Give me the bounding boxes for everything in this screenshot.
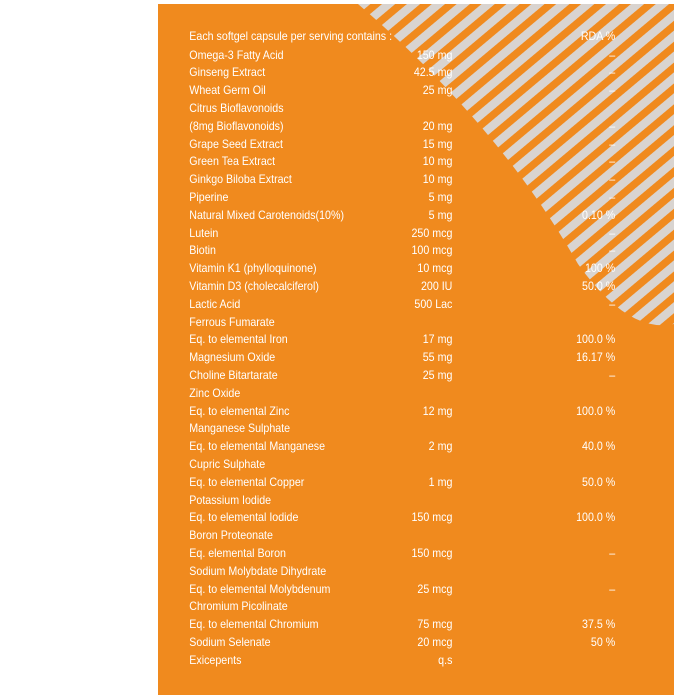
ingredient-row (158, 47, 633, 65)
ingredient-rda: – (609, 173, 616, 187)
ingredient-rda: – (609, 244, 616, 258)
ingredient-rda: 50.0 % (582, 279, 616, 293)
ingredient-rda: 100.0 % (576, 404, 616, 418)
ingredient-amount: 2 mg (428, 440, 453, 454)
ingredient-name: Eq. elemental Boron (189, 546, 286, 560)
ingredient-name: Exicepents (189, 653, 242, 667)
ingredient-rda: – (609, 84, 616, 98)
ingredient-row (158, 136, 633, 154)
ingredient-row (158, 438, 633, 456)
ingredient-amount: 5 mg (428, 208, 453, 222)
ingredient-name: (8mg Bioflavonoids) (189, 119, 284, 133)
ingredient-amount: q.s (438, 653, 453, 667)
ingredient-amount: 20 mg (422, 119, 453, 133)
ingredient-rda: 50 % (590, 635, 616, 649)
ingredient-amount: 150 mcg (411, 546, 453, 560)
ingredient-row (158, 118, 633, 136)
ingredient-row (158, 171, 633, 189)
ingredient-amount: 1 mg (428, 475, 453, 489)
ingredient-rda: 16.17 % (576, 351, 616, 365)
ingredient-rda: – (609, 119, 616, 133)
ingredient-name: Choline Bitartarate (189, 368, 278, 382)
ingredient-row (158, 581, 633, 599)
ingredient-rda: – (609, 582, 616, 596)
ingredient-row (158, 456, 633, 474)
ingredient-name: Manganese Sulphate (189, 422, 291, 436)
ingredient-row (158, 420, 633, 438)
ingredient-row (158, 314, 633, 332)
ingredient-row (158, 242, 633, 260)
ingredient-name: Cupric Sulphate (189, 457, 266, 471)
ingredient-row (158, 492, 633, 510)
header-row (158, 28, 633, 46)
ingredient-name: Piperine (189, 190, 229, 204)
ingredient-name: Grape Seed Extract (189, 137, 283, 151)
ingredient-name: Sodium Selenate (189, 635, 271, 649)
ingredient-amount: 10 mcg (417, 262, 453, 276)
ingredient-rda: – (609, 297, 616, 311)
ingredient-amount: 150 mg (416, 48, 453, 62)
ingredient-amount: 15 mg (422, 137, 453, 151)
ingredient-name: Magnesium Oxide (189, 351, 276, 365)
ingredient-name: Boron Proteonate (189, 529, 273, 543)
ingredient-name: Eq. to elemental Iodide (189, 511, 299, 525)
ingredient-amount: 20 mcg (417, 635, 453, 649)
ingredient-name: Ginkgo Biloba Extract (189, 173, 292, 187)
ingredient-row (158, 634, 633, 652)
ingredient-amount: 12 mg (422, 404, 453, 418)
ingredient-rda: 100.0 % (576, 333, 616, 347)
ingredient-name: Natural Mixed Carotenoids(10%) (189, 208, 345, 222)
ingredient-amount: 10 mg (422, 155, 453, 169)
ingredient-name: Eq. to elemental Iron (189, 333, 288, 347)
ingredient-row (158, 545, 633, 563)
ingredient-row (158, 82, 633, 100)
label-panel (158, 4, 674, 695)
ingredient-rda: 100 % (584, 262, 616, 276)
ingredient-amount: 25 mg (422, 368, 453, 382)
ingredient-row (158, 260, 633, 278)
ingredient-row (158, 652, 633, 670)
ingredient-amount: 42.5 mg (413, 66, 453, 80)
ingredient-name: Lactic Acid (189, 297, 241, 311)
ingredient-name: Lutein (189, 226, 219, 240)
ingredient-rda: 37.5 % (582, 618, 616, 632)
ingredient-name: Eq. to elemental Chromium (189, 618, 319, 632)
intro-text: Each softgel capsule per serving contains : (189, 30, 393, 43)
ingredient-row (158, 403, 633, 421)
ingredient-amount: 55 mg (422, 351, 453, 365)
ingredient-name: Wheat Germ Oil (189, 84, 266, 98)
ingredient-row (158, 331, 633, 349)
ingredient-rda: – (609, 66, 616, 80)
ingredient-rda: – (609, 226, 616, 240)
ingredient-amount: 200 IU (420, 279, 453, 293)
rda-header: RDA % (580, 30, 616, 43)
ingredient-rda: – (609, 190, 616, 204)
ingredient-name: Biotin (189, 244, 216, 258)
ingredient-row (158, 474, 633, 492)
ingredient-rda: 40.0 % (582, 440, 616, 454)
ingredient-row (158, 349, 633, 367)
ingredient-row (158, 207, 633, 225)
ingredient-name: Ferrous Fumarate (189, 315, 275, 329)
ingredient-rda: 50.0 % (582, 475, 616, 489)
ingredient-row (158, 64, 633, 82)
ingredient-name: Vitamin D3 (cholecalciferol) (189, 279, 319, 293)
ingredient-amount: 5 mg (428, 190, 453, 204)
ingredient-name: Eq. to elemental Manganese (189, 440, 326, 454)
ingredient-row (158, 100, 633, 118)
ingredient-name: Potassium Iodide (189, 493, 272, 507)
ingredient-row (158, 225, 633, 243)
ingredient-row (158, 189, 633, 207)
ingredient-name: Sodium Molybdate Dihydrate (189, 564, 327, 578)
ingredient-amount: 17 mg (422, 333, 453, 347)
ingredient-amount: 250 mcg (411, 226, 453, 240)
ingredient-row (158, 527, 633, 545)
ingredients-table (158, 4, 674, 695)
ingredient-amount: 25 mcg (417, 582, 453, 596)
ingredient-rda: 100.0 % (576, 511, 616, 525)
ingredient-amount: 25 mg (422, 84, 453, 98)
ingredient-name: Ginseng Extract (189, 66, 266, 80)
ingredient-amount: 75 mcg (417, 618, 453, 632)
ingredient-row (158, 367, 633, 385)
ingredient-row (158, 616, 633, 634)
ingredient-rda: – (609, 137, 616, 151)
ingredient-name: Zinc Oxide (189, 386, 241, 400)
ingredient-row (158, 509, 633, 527)
ingredient-row (158, 598, 633, 616)
ingredient-name: Vitamin K1 (phylloquinone) (189, 262, 317, 276)
ingredient-name: Citrus Bioflavonoids (189, 101, 284, 115)
ingredient-rda: 0.10 % (582, 208, 616, 222)
ingredient-name: Omega-3 Fatty Acid (189, 48, 284, 62)
ingredient-name: Eq. to elemental Molybdenum (189, 582, 331, 596)
ingredient-rda: – (609, 48, 616, 62)
ingredient-rda: – (609, 546, 616, 560)
ingredient-name: Eq. to elemental Copper (189, 475, 305, 489)
ingredient-amount: 100 mcg (411, 244, 453, 258)
ingredient-amount: 10 mg (422, 173, 453, 187)
ingredient-row (158, 278, 633, 296)
ingredient-row (158, 296, 633, 314)
ingredient-row (158, 563, 633, 581)
ingredient-row (158, 153, 633, 171)
ingredient-rda: – (609, 368, 616, 382)
ingredient-name: Chromium Picolinate (189, 600, 288, 614)
ingredient-amount: 500 Lac (414, 297, 453, 311)
ingredient-amount: 150 mcg (411, 511, 453, 525)
ingredient-name: Green Tea Extract (189, 155, 276, 169)
ingredient-name: Eq. to elemental Zinc (189, 404, 290, 418)
ingredient-row (158, 385, 633, 403)
ingredient-rda: – (609, 155, 616, 169)
